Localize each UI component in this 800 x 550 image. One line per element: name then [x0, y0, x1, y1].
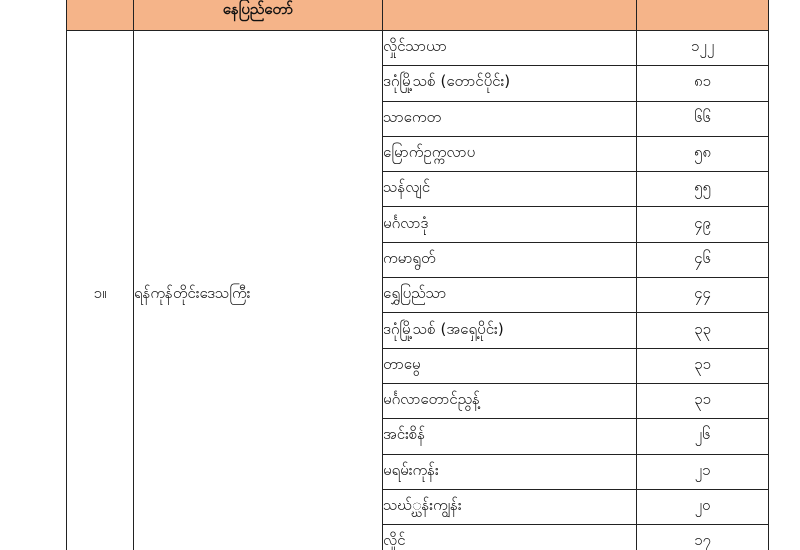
township-name-cell: ဒဂုံမြို့သစ် (တောင်ပိုင်း): [383, 66, 637, 101]
township-name-cell: အင်းစိန်: [383, 419, 637, 454]
township-name-cell: လှိုင်: [383, 525, 637, 550]
count-cell: ၅၈: [637, 136, 769, 171]
count-cell: ၆၆: [637, 101, 769, 136]
township-name-cell: မင်္ဂလာတောင်ညွန့်: [383, 383, 637, 418]
township-name-cell: ဒဂုံမြို့သစ် (အရှေ့ပိုင်း): [383, 313, 637, 348]
count-cell: ၄၄: [637, 278, 769, 313]
header-count-cell: [637, 0, 769, 31]
count-cell: ၃၃: [637, 313, 769, 348]
township-name-cell: မင်္ဂလာဒုံ: [383, 207, 637, 242]
count-cell: ၁၇: [637, 525, 769, 550]
count-cell: ၃၁: [637, 348, 769, 383]
header-township-cell: [383, 0, 637, 31]
township-name-cell: သဃ်္ဃန်းကျွန်း: [383, 489, 637, 524]
count-cell: ၈၁: [637, 66, 769, 101]
township-name-cell: လှိုင်သာယာ: [383, 31, 637, 66]
township-name-cell: ရွှေပြည်သာ: [383, 278, 637, 313]
header-number-cell: [67, 0, 134, 31]
township-name-cell: သန်လျင်: [383, 172, 637, 207]
count-cell: ၄၆: [637, 242, 769, 277]
table-row: [67, 31, 769, 66]
region-name-cell: ရန်ကုန်တိုင်းဒေသကြီး: [134, 31, 383, 550]
count-cell: ၂၁: [637, 454, 769, 489]
header-region-cell: နေပြည်တော်: [134, 0, 383, 31]
count-cell: ၂၀: [637, 489, 769, 524]
township-name-cell: သာကေတ: [383, 101, 637, 136]
township-name-cell: မရမ်းကုန်း: [383, 454, 637, 489]
table-header-row: [67, 0, 769, 31]
township-name-cell: မြောက်ဥက္ကလာပ: [383, 136, 637, 171]
count-cell: ၅၅: [637, 172, 769, 207]
table-body: [67, 31, 769, 550]
township-name-cell: တာမွေ: [383, 348, 637, 383]
count-cell: ၃၁: [637, 383, 769, 418]
count-cell: ၂၆: [637, 419, 769, 454]
count-cell: ၄၉: [637, 207, 769, 242]
township-table: [66, 0, 769, 550]
row-number-cell: ၁။: [67, 31, 134, 550]
township-name-cell: ကမာရွတ်: [383, 242, 637, 277]
count-cell: ၁၂၂: [637, 31, 769, 66]
